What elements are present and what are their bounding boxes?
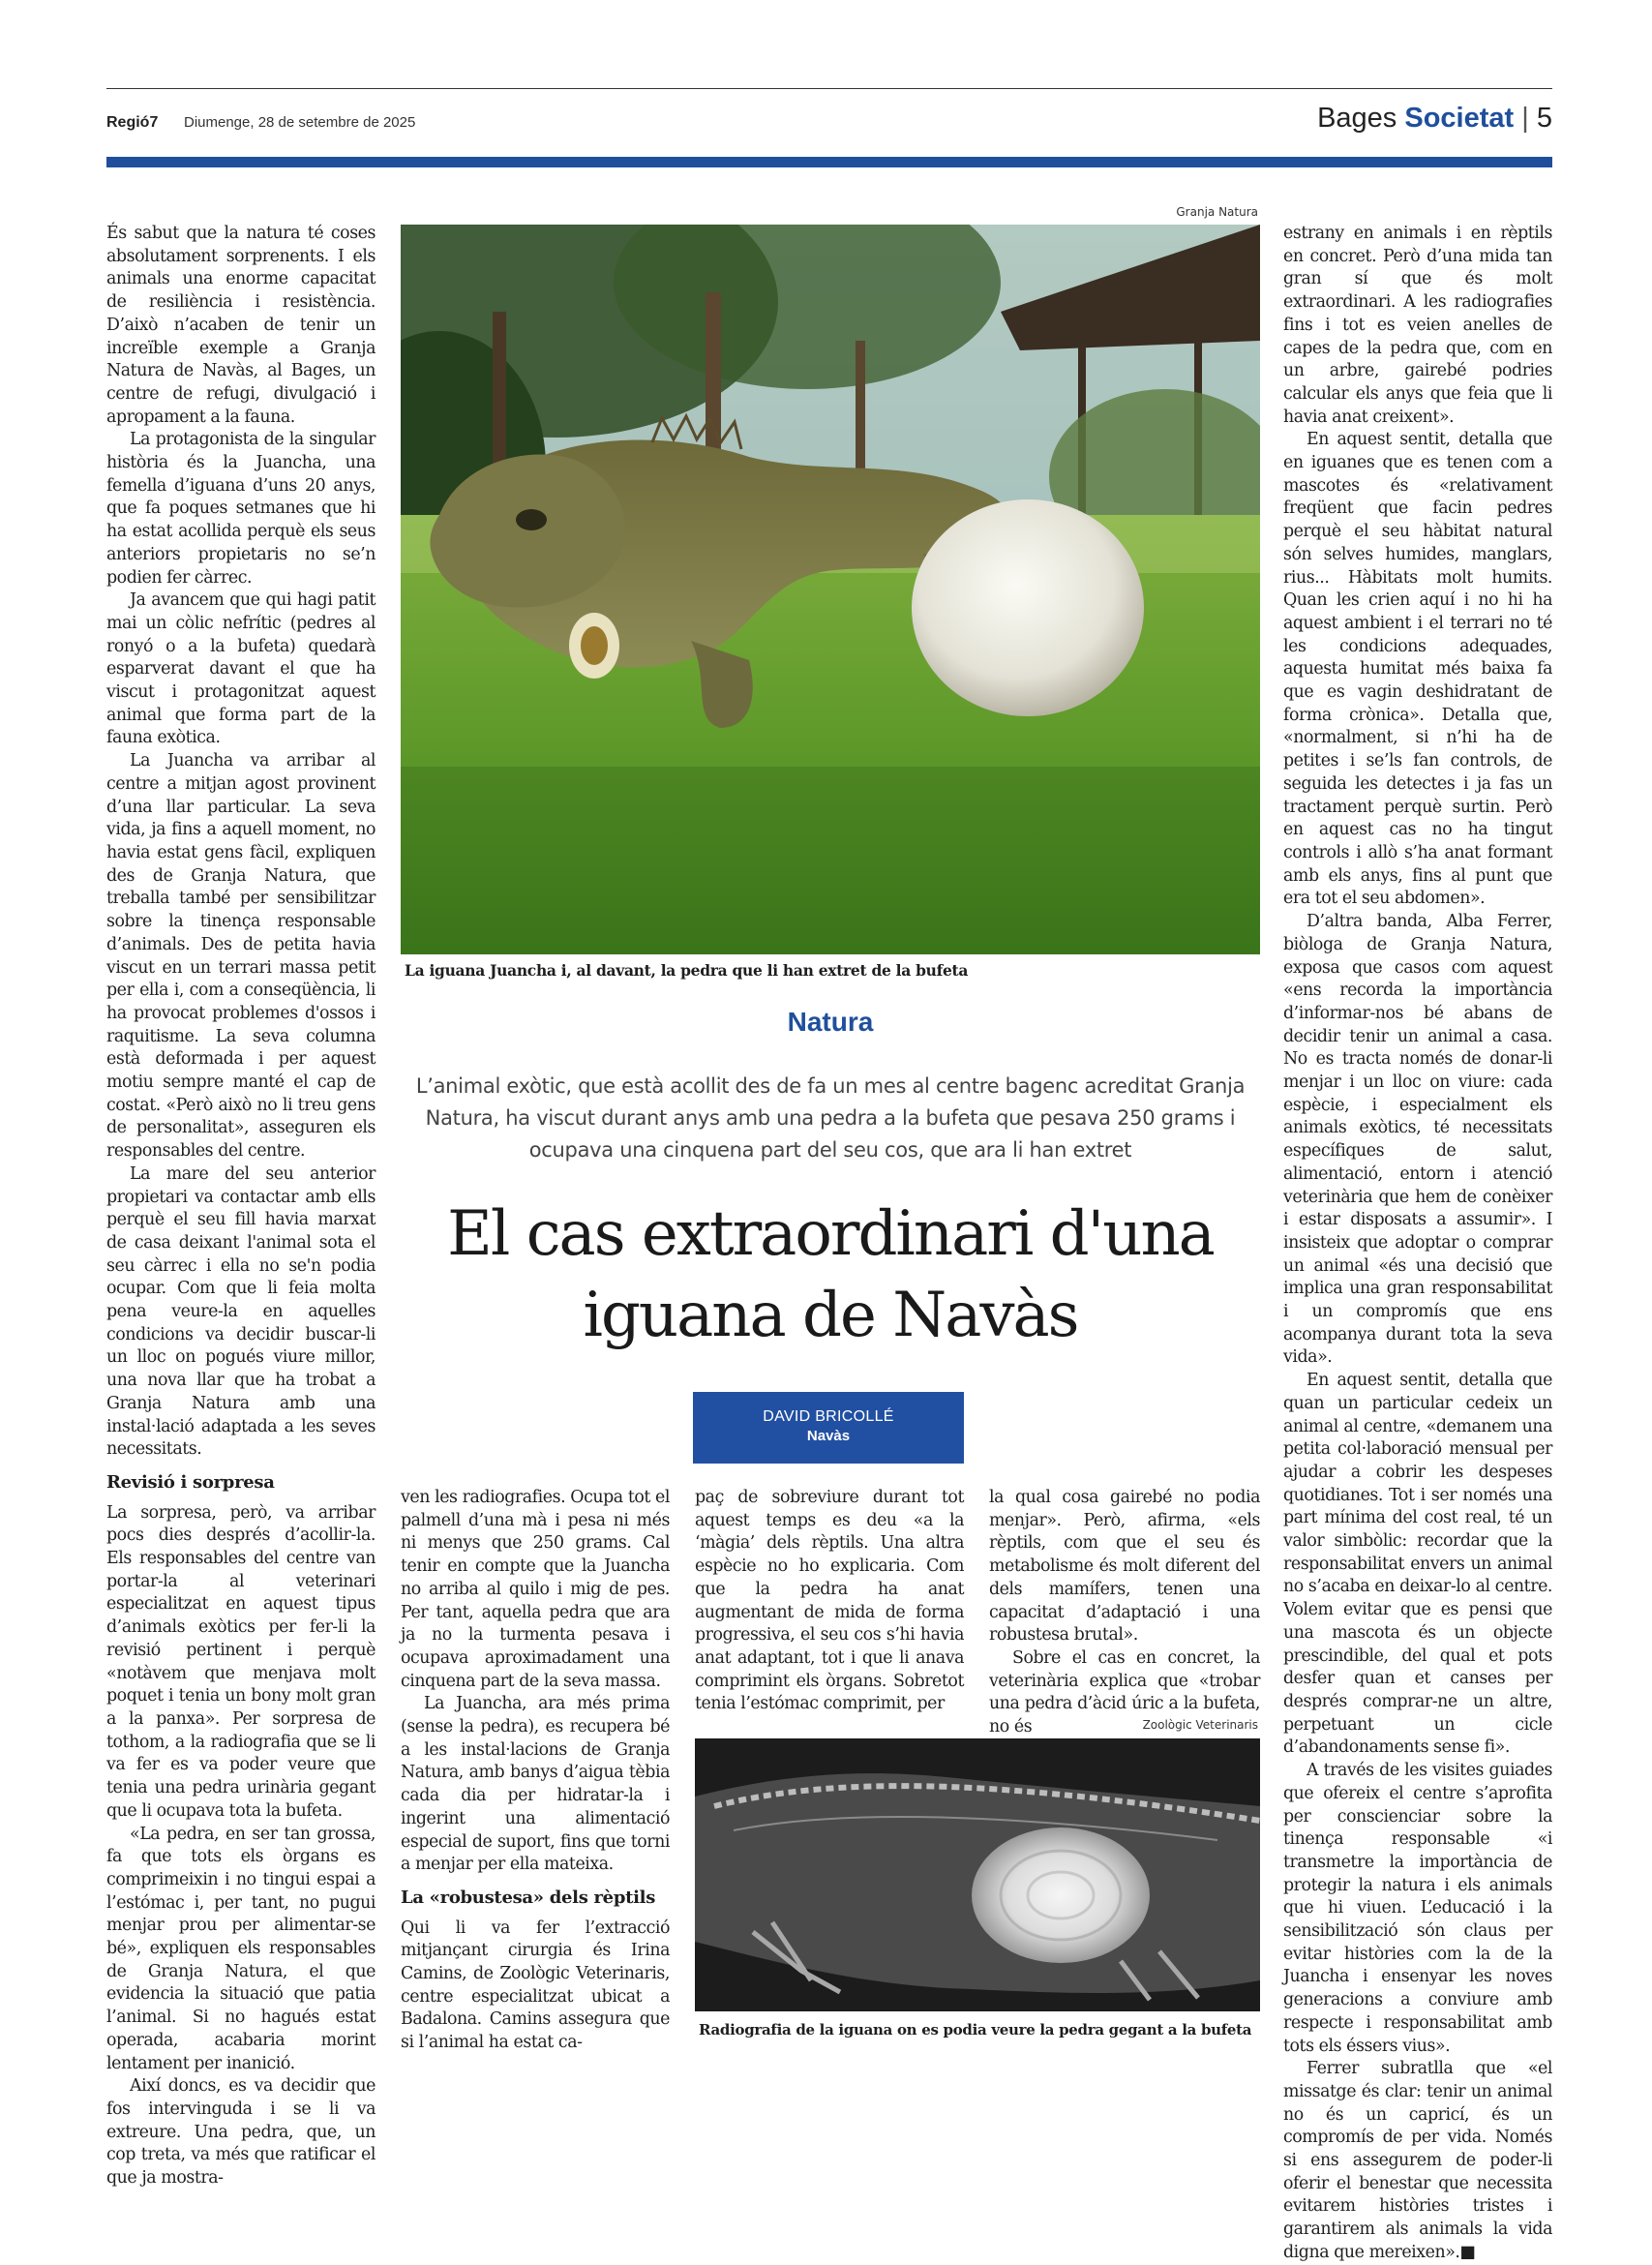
paragraph: És sabut que la natura té coses absolutament sorprenents. I els animals una enorme capacitat de resiliència i resistència. D’això n’acaben de tenir un increïble exemple a Granja Natura de Navàs, al Bages, un centre de refugi, divulgació i apropament a la fauna. xyxy=(106,224,375,427)
photo-caption: La iguana Juancha i, al davant, la pedra que li han extret de la bufeta xyxy=(405,961,969,980)
article-column-2 xyxy=(401,1487,670,2055)
masthead-logo: Regió7 xyxy=(106,114,159,131)
section-region: Bages xyxy=(1317,103,1397,134)
paragraph: ven les radiografies. Ocupa tot el palmell d’una mà i pesa ni més ni menys que 250 grams. Cal tenir en compte que la Juancha no arriba al quilo i mig de pes. Per tant, aquella pedra que ara ja no la turmenta pesava i ocupava aproximadament una cinquena part de la seva massa. xyxy=(401,1488,670,1691)
photo-credit: Zoològic Veterinaris xyxy=(1142,1718,1258,1732)
paragraph: Ja avancem que qui hagi patit mai un còlic nefrític (pedres al ronyó o a la bufeta) quedarà esparverat davant el que ha viscut i protagonitzat aquest animal que forma part de la fauna exòtica. xyxy=(106,590,375,748)
page-number: 5 xyxy=(1536,103,1552,134)
article-column-3 xyxy=(695,1487,964,1716)
photo-caption: Radiografia de la iguana on es podia veure la pedra gegant a la bufeta xyxy=(699,2021,1252,2038)
article-column-1 xyxy=(106,223,375,2190)
paragraph: La protagonista de la singular història és la Juancha, una femella d’iguana d’uns 20 anys, que fa poques setmanes que hi ha estat acollida perquè els seus anteriors propietaris no se’n podien fer càrrec. xyxy=(106,430,375,588)
paragraph: La sorpresa, però, va arribar pocs dies després d’acollir-la. Els responsables del centre van portar-la al veterinari especialitzat en aquest tipus d’animals exòtics per fer-li la revisió pertinent i perquè «notàvem que menjava molt poquet i tenia un bony molt gran a la panxa». Per sorpresa de tothom, a la radiografia que se li va fer es va poder veure que tenia una pedra urinària gegant que li ocupava tota la bufeta. xyxy=(106,1502,375,1821)
paragraph: A través de les visites guiades que ofereix el centre s’aprofita per conscienciar sobre la tinença responsable «i transmetre la importància de protegir la natura i els animals que hi viuen. L’educació i la sensibilització són claus per evitar històries com la de la Juancha i ensenyar les noves generacions a conviure amb respecte i responsabilitat amb tots els éssers vius». xyxy=(1283,1761,1552,2056)
paragraph: paç de sobreviure durant tot aquest temps es deu «a la ‘màgia’ dels rèptils. Una altra espècie no ho explicaria. Com que la pedra ha anat augmentant de mida de forma progressiva, el seu cos s’hi havia anat adaptant, tot i que li anava comprimint els òrgans. Sobretot tenia l’estómac comprimit, per xyxy=(695,1488,964,1714)
article-kicker: Natura xyxy=(787,1007,874,1037)
paragraph: Ferrer subratlla que «el missatge és clar: tenir un animal no és un capricí, és un compromís de per vida. Només si ens assegurem de poder-li oferir el benestar que necessita evitarem històries tristes i garantirem als animals la vida digna que mereixen».■ xyxy=(1283,2059,1552,2262)
byline-author: DAVID BRICOLLÉ xyxy=(763,1408,894,1425)
paragraph: La Juancha, ara més prima (sense la pedra), es recupera bé a les instal·lacions de Granja Natura, amb banys d’aigua tèbia cada dia per hidratar-la i ingerint una alimentació especial de suport, fins que torni a menjar per ella mateixa. xyxy=(401,1694,670,1875)
paragraph: «La pedra, en ser tan grossa, fa que tots els òrgans es comprimeixin i no tingui espai a l’estómac i, per tant, no pugui menjar prou per alimentar-se bé», expliquen els responsables de Granja Natura, el que evidencia la situació que patia l’animal. Si no hagués estat operada, acabaria morint lentament per inanició. xyxy=(106,1824,375,2073)
header-date: Diumenge, 28 de setembre de 2025 xyxy=(184,114,416,131)
article-column-4 xyxy=(989,1487,1260,1739)
section-name: Societat xyxy=(1404,103,1515,134)
paragraph: La Juancha va arribar al centre a mitjan agost provinent d’una llar particular. La seva vida, ja fins a aquell moment, no havia estat gens fàcil, expliquen des de Granja Natura, que treballa també per sensibilitzar sobre la tinença responsable d’animals. Des de petita havia viscut en un terrari massa petit per ella i, com a conseqüència, li ha provocat problemes d'ossos i raquitisme. La seva columna està deformada i per aquest motiu sempre manté el cap de costat. «Però això no li treu gens de personalitat», asseguren els responsables del centre. xyxy=(106,751,375,1162)
paragraph: En aquest sentit, detalla que quan un particular cedeix un animal al centre, «demanem una petita col·laboració mensual per ajudar a cobrir les despeses quotidianes. Tot i ser només una part mínima del cost real, té un valor simbòlic: recordar que la responsabilitat envers un animal no s’acaba en deixar-lo al centre. Volem evitar que es pensi que una mascota és un objecte prescindible, del qual et pots desfer quan et canses per després comprar-ne un altre, perpetuant un cicle d’abandonaments sense fi». xyxy=(1283,1371,1552,1758)
section-divider: | xyxy=(1521,103,1529,134)
paragraph: estrany en animals i en rèptils en concret. Però d’una mida tan gran sí que és molt extraordinari. A les radiografies fins i tot es veien anelles de capes de la pedra que, com en un arbre, gairebé podries calcular els anys que feia que li havia anat creixent». xyxy=(1283,224,1552,427)
byline-place: Navàs xyxy=(806,1428,851,1444)
xray-photo xyxy=(695,1738,1260,2011)
subheading: La «robustesa» dels rèptils xyxy=(401,1887,656,1908)
paragraph: En aquest sentit, detalla que en iguanes que es tenen com a mascotes és «relativament freqüent que facin pedres perquè el seu hàbitat natural són selves humides, manglars, rius... Hàbitats molt humits. Quan les crien aquí i no hi ha aquest ambient i el terrari no té les condicions adequades, aquesta humitat més baixa fa que es vagin deshidratant de forma crònica». Detalla que, «normalment, si n’hi ha de petites i se’ls fan controls, de seguida les detectes i ja fas un tractament perquè surtin. Però en aquest cas no ha tingut controls i allò s’ha anat formant amb els anys, fins al punt que era tot el seu abdomen». xyxy=(1283,430,1552,909)
title-line: iguana de Navàs xyxy=(583,1280,1078,1351)
paragraph: Així doncs, es va decidir que fos intervinguda i se li va extreure. Una pedra, que, un cop treta, va més que ratificar el que ja mostra- xyxy=(106,2076,375,2189)
article-subtitle: L’animal exòtic, que està acollit des de fa un mes al centre bagenc acreditat Granja Natura, ha viscut durant anys amb una pedra a la bufeta que pesava 250 grams i ocupava una cinquena part del seu cos, que ara li han extret xyxy=(415,1074,1246,1162)
article-title xyxy=(401,1193,1260,1356)
section-header xyxy=(1317,103,1552,135)
paragraph: La mare del seu anterior propietari va contactar amb ells perquè el seu fill havia marxat de casa deixant l'animal sota el seu càrrec i ella no se'n podia ocupar. Com que li feia molta pena veure-la en aquelles condicions va decidir buscar-li un lloc on pogués viure millor, una nova llar que ha trobat a Granja Natura amb una instal·lació adaptada a les seves necessitats. xyxy=(106,1163,375,1460)
title-line: El cas extraordinari d'una xyxy=(447,1198,1214,1270)
paragraph: la qual cosa gairebé no podia menjar». Però, afirma, «els rèptils, com que el seu és metabolisme és molt diferent del dels mamífers, tenen una capacitat d’adaptació i una robustesa brutal». xyxy=(989,1488,1260,1646)
subheading: Revisió i sorpresa xyxy=(106,1471,275,1493)
iguana-photo xyxy=(401,225,1260,954)
paragraph: D’altra banda, Alba Ferrer, biòloga de Granja Natura, exposa que casos com aquest «ens recorda la importància d’informar-nos bé abans de decidir tenir un animal a casa. No es tracta només de donar-li menjar i un lloc on viure: cada espècie, i especialment els animals exòtics, té necessitats específiques de salut, alimentació, entorn i atenció veterinària que hem de conèixer i estar disposats a assumir». I insisteix que adoptar o comprar un animal «és una decisió que implica una gran responsabilitat i un compromís que ens acompanya durant tota la seva vida». xyxy=(1283,912,1552,1368)
header-rule xyxy=(106,157,1552,167)
article-column-5 xyxy=(1283,223,1552,2265)
paragraph: Sobre el cas en concret, la veterinària explica que «trobar una pedra d’àcid úric a la bufeta, no és xyxy=(989,1647,1260,1737)
byline-box xyxy=(693,1392,964,1464)
paragraph: Qui li va fer l’extracció mitjançant cirurgia és Irina Camins, de Zoològic Veterinaris, centre especialitzat ubicat a Badalona. Camins assegura que si l’animal ha estat ca- xyxy=(401,1918,670,2053)
photo-credit: Granja Natura xyxy=(1176,205,1258,219)
